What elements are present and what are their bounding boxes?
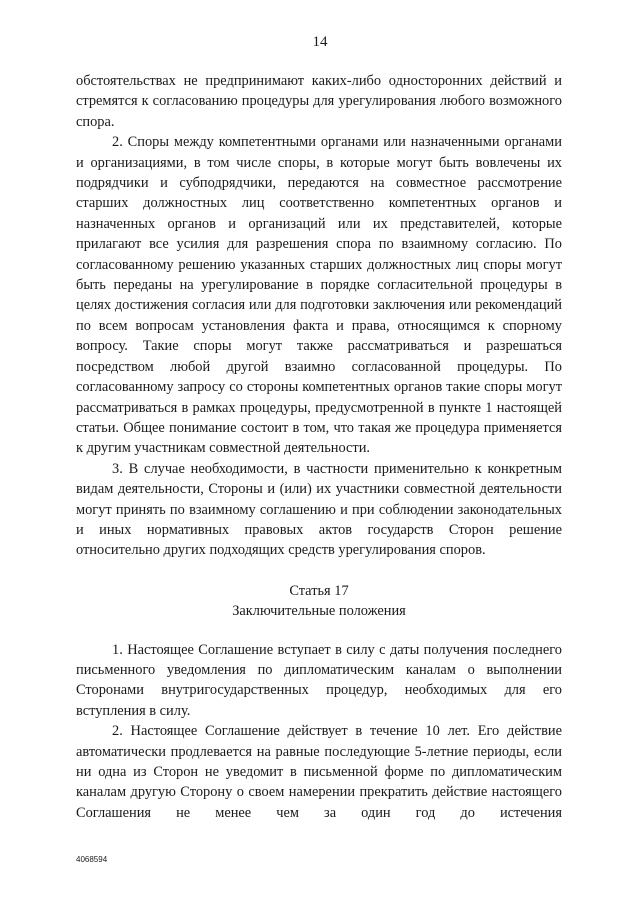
article-heading — [76, 581, 562, 622]
page-number: 14 — [312, 34, 328, 50]
paragraph-3: 3. В случае необходимости, в частности применительно к конкретным видам деятельности, Стороны и (или) их участники совместной деятельности могут принять по взаимному соглашению и при соблюдении законодательных и иных нормативных правовых актов государств Сторон решение относительно других подходящих средств урегулирования споров. — [76, 460, 562, 559]
document-body — [76, 71, 562, 823]
article-number: Статья 17 — [289, 582, 349, 599]
article-17-paragraph-1: 1. Настоящее Соглашение вступает в силу с даты получения последнего письменного уведомления по дипломатическим каналам о выполнении Сторонами внутригосударственных процедур, необходимых для его вступления в силу. — [76, 641, 562, 719]
document-footer-code: 4068594 — [76, 855, 108, 864]
article-17-paragraph-2: 2. Настоящее Соглашение действует в течение 10 лет. Его действие автоматически продлевается на равные последующие 5-летние периоды, если ни одна из Сторон не уведомит в письменной форме по дипломатическим каналам другую Сторону о своем намерении прекратить действие настоящего Соглашения не менее чем за один год до истечения — [76, 723, 562, 821]
article-title: Заключительные положения — [232, 603, 406, 620]
paragraph-continuation: обстоятельствах не предпринимают каких-либо односторонних действий и стремятся к согласованию процедуры для урегулирования любого возможного спора. — [76, 73, 562, 130]
paragraph-2: 2. Споры между компетентными органами или назначенными органами и организациями, в том числе споры, в которые могут быть вовлечены их подрядчики и субподрядчики, передаются на совместное рассмотрение старших должностных лиц соответственно компетентных органов и назначенных органов и организаций или их представителей, которые прилагают все усилия для разрешения спора по взаимному согласию. По согласованному решению указанных старших должностных лиц споры могут быть переданы на урегулирование в порядке согласительной процедуры в целях достижения согласия или для подготовки заключения или рекомендаций по всем вопросам установления факта и права, относящимся к спорному вопросу. Такие споры могут также рассматриваться и разрешаться посредством любой другой взаимно согласованной процедуры. По согласованному запросу со стороны компетентных органов такие споры могут рассматриваться в рамках процедуры, предусмотренной в пункте 1 настоящей статьи. Общее понимание состоит в том, что такая же процедура применяется к другим участникам совместной деятельности. — [76, 134, 562, 457]
